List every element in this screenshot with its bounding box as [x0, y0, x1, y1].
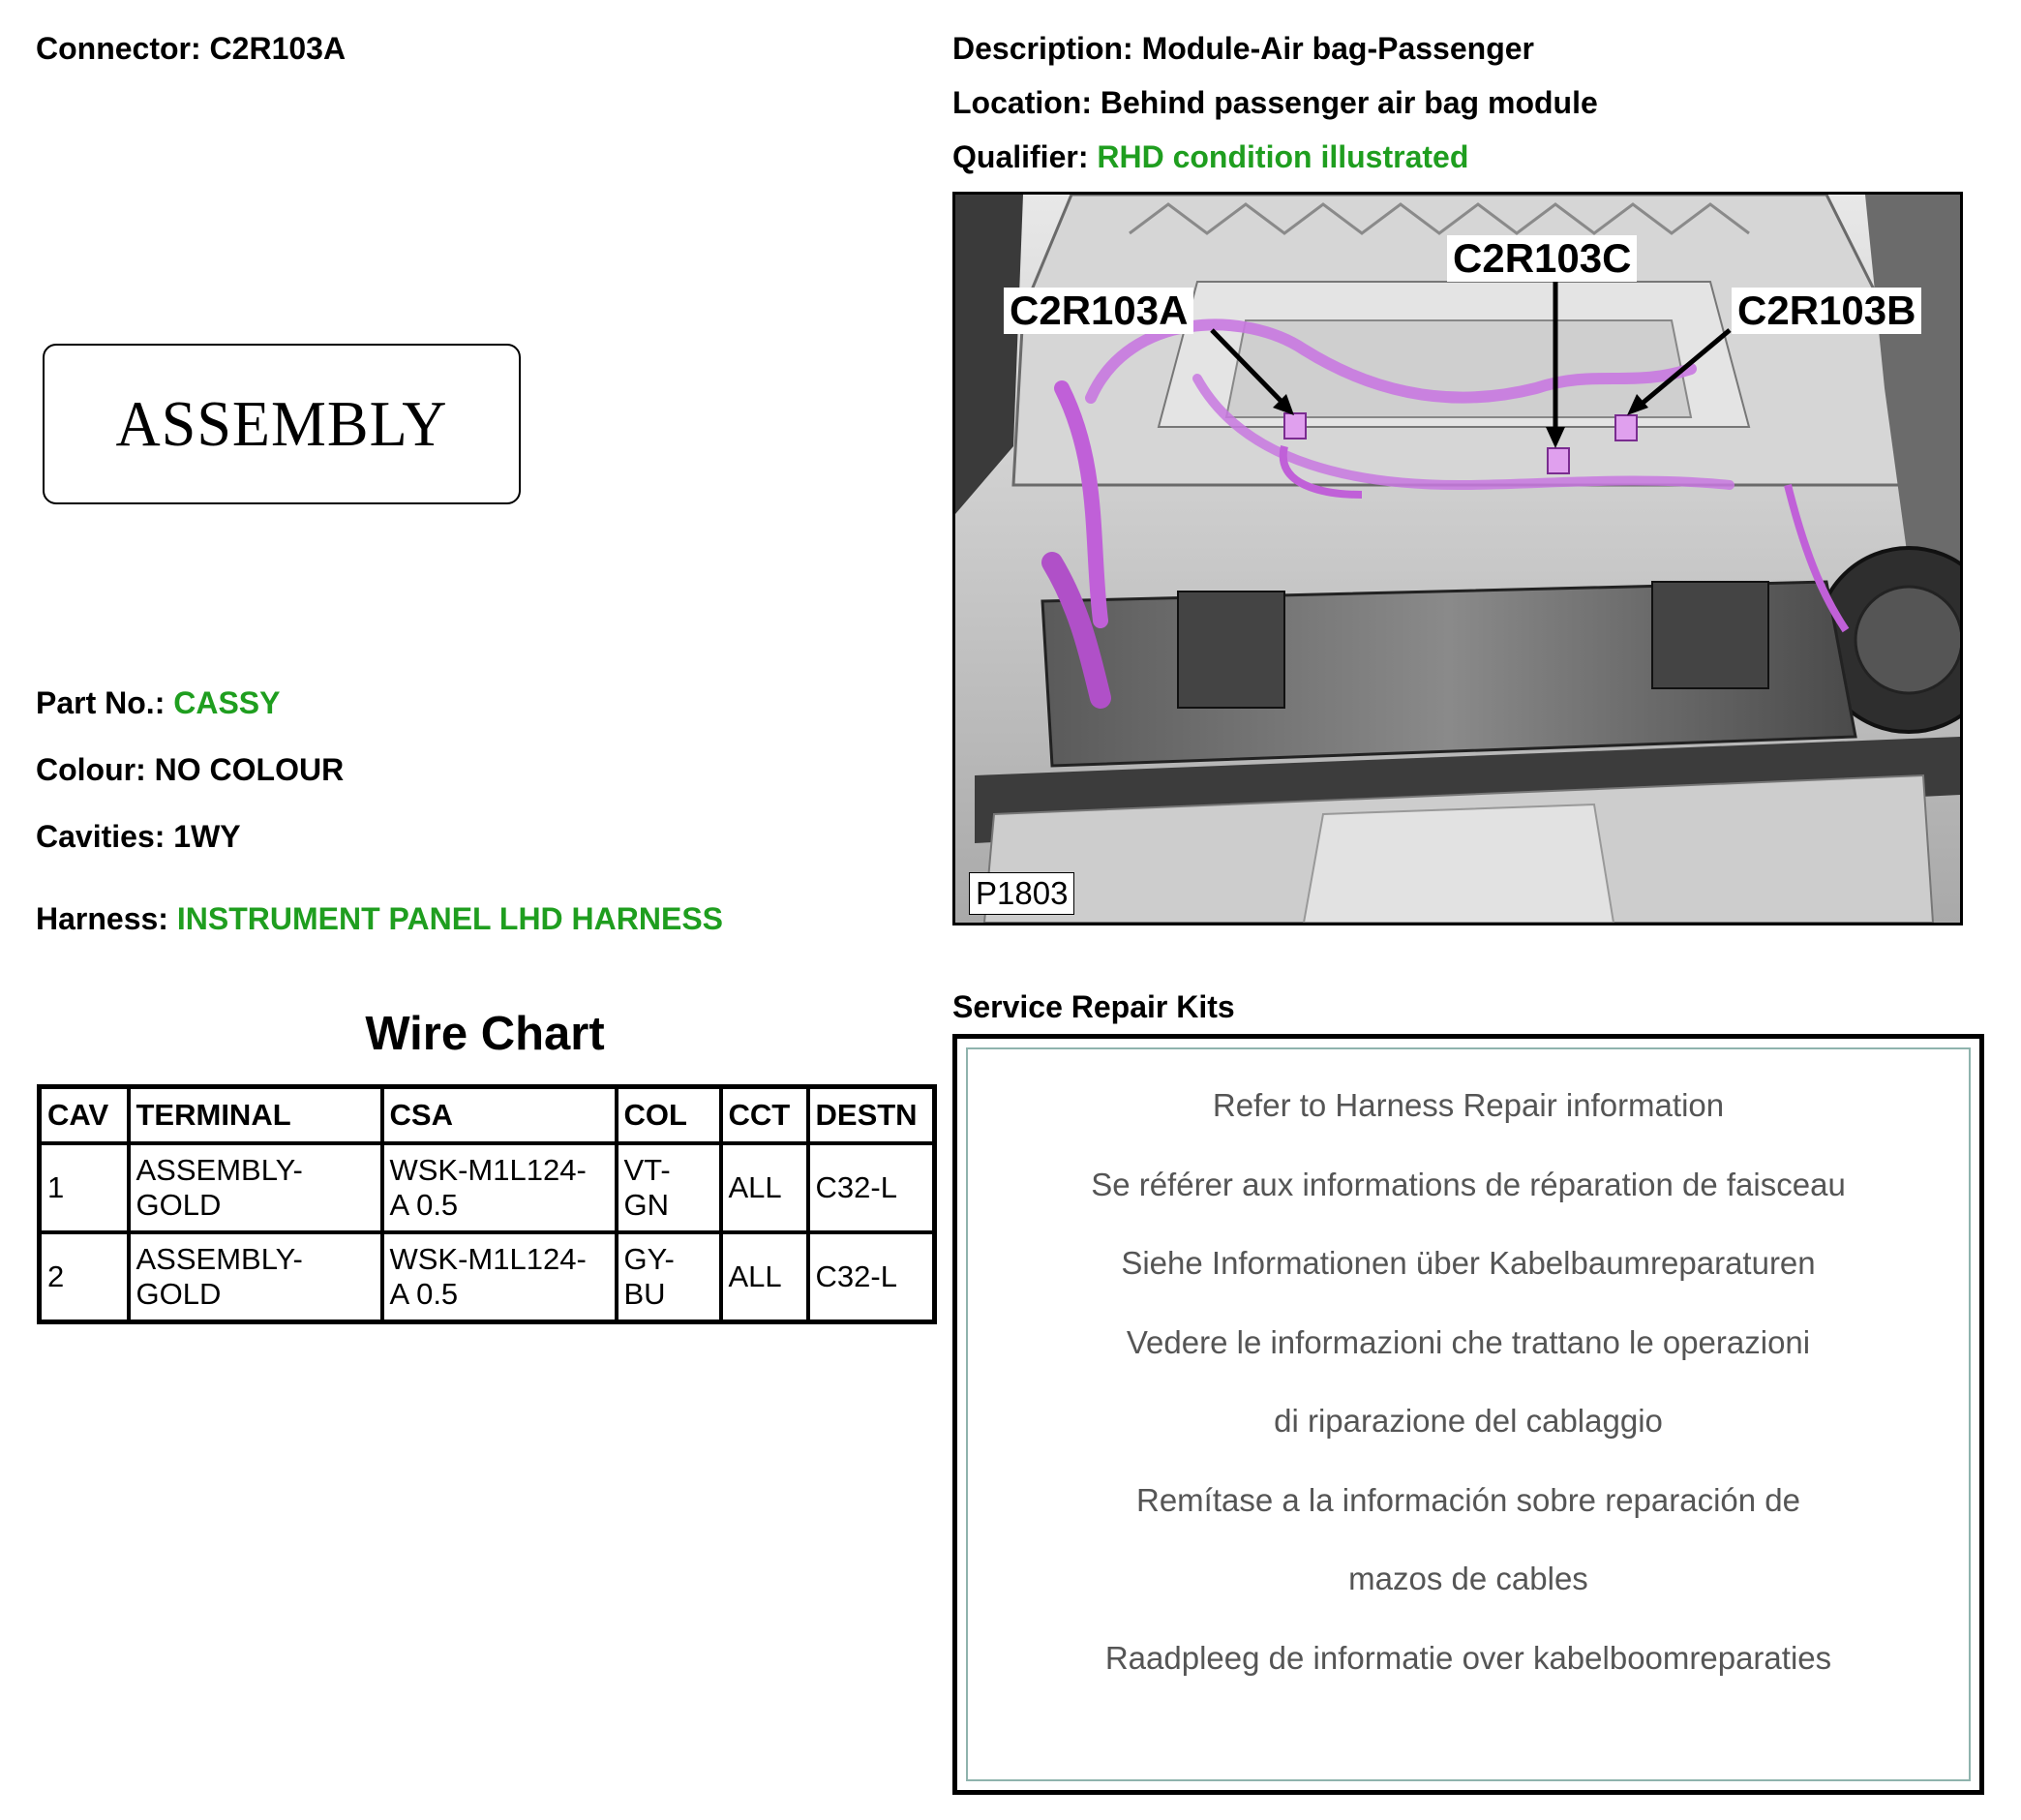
wire-chart-table	[37, 1084, 937, 1324]
colour-value: NO COLOUR	[154, 752, 345, 787]
service-repair-kits-inner	[966, 1047, 1971, 1781]
header-cct: CCT	[721, 1087, 808, 1144]
header-destn: DESTN	[808, 1087, 935, 1144]
callout-c2r103c: C2R103C	[1447, 235, 1637, 282]
location-photo	[952, 192, 1963, 925]
wire-chart-title: Wire Chart	[365, 1008, 605, 1060]
location-field	[952, 85, 1598, 121]
cell-csa-line2: A 0.5	[389, 1277, 459, 1311]
colour-label: Colour:	[36, 752, 146, 787]
cell-csa-line1: WSK-M1L124-	[389, 1153, 587, 1187]
srk-line-spanish-2: mazos de cables	[1348, 1561, 1588, 1596]
srk-line-english: Refer to Harness Repair information	[1212, 1087, 1725, 1123]
cell-col-line2: BU	[623, 1277, 666, 1311]
cell-cct: ALL	[721, 1143, 808, 1232]
cell-col	[617, 1232, 721, 1322]
srk-line-italian-2: di riparazione del cablaggio	[1274, 1403, 1663, 1439]
cell-cav: 1	[40, 1143, 129, 1232]
cell-terminal	[129, 1232, 382, 1322]
qualifier-label: Qualifier:	[952, 139, 1089, 174]
connector-field	[36, 31, 346, 67]
srk-line-german: Siehe Informationen über Kabelbaumreparaturen	[1121, 1245, 1816, 1281]
connector-label: Connector:	[36, 31, 201, 66]
service-repair-kits-box	[952, 1034, 1984, 1795]
description-label: Description:	[952, 31, 1133, 66]
callout-c2r103a: C2R103A	[1004, 288, 1193, 334]
cavities-value: 1WY	[173, 819, 241, 854]
cell-csa-line2: A 0.5	[389, 1188, 459, 1222]
table-row	[40, 1232, 935, 1322]
header-terminal: TERMINAL	[129, 1087, 382, 1144]
service-repair-kits-title: Service Repair Kits	[952, 989, 1235, 1024]
harness-label: Harness:	[36, 901, 168, 936]
header-col: COL	[617, 1087, 721, 1144]
wire-chart-header-row	[40, 1087, 935, 1144]
cell-destn: C32-L	[808, 1143, 935, 1232]
qualifier-field	[952, 139, 1468, 175]
callout-c2r103b: C2R103B	[1732, 288, 1921, 334]
header-cav: CAV	[40, 1087, 129, 1144]
location-label: Location:	[952, 85, 1092, 120]
description-value: Module-Air bag-Passenger	[1141, 31, 1534, 66]
part-no-value: CASSY	[173, 685, 281, 720]
cell-csa	[382, 1232, 617, 1322]
srk-line-spanish-1: Remítase a la información sobre reparación de	[1135, 1481, 1801, 1518]
cell-col	[617, 1143, 721, 1232]
srk-line-italian-1: Vedere le informazioni che trattano le operazioni	[1126, 1323, 1811, 1360]
cell-terminal-line2: GOLD	[136, 1277, 222, 1311]
cell-col-line2: GN	[623, 1188, 669, 1222]
cell-terminal-line2: GOLD	[136, 1188, 222, 1222]
location-value: Behind passenger air bag module	[1100, 85, 1598, 120]
cell-cct: ALL	[721, 1232, 808, 1322]
srk-line-french: Se référer aux informations de réparation de faisceau	[1091, 1166, 1846, 1202]
srk-line-dutch: Raadpleeg de informatie over kabelboomreparaties	[1104, 1639, 1832, 1676]
cell-destn: C32-L	[808, 1232, 935, 1322]
cavities-label: Cavities:	[36, 819, 166, 854]
cavities-field	[36, 819, 241, 855]
connector-face-diagram	[43, 344, 521, 504]
part-no-field	[36, 685, 280, 721]
cell-csa	[382, 1143, 617, 1232]
cell-csa-line1: WSK-M1L124-	[389, 1242, 587, 1276]
cell-cav: 2	[40, 1232, 129, 1322]
description-field	[952, 31, 1534, 67]
header-csa: CSA	[382, 1087, 617, 1144]
qualifier-value: RHD condition illustrated	[1097, 139, 1469, 174]
cell-terminal-line1: ASSEMBLY-	[136, 1242, 303, 1276]
connector-face-text: ASSEMBLY	[115, 387, 448, 460]
harness-value: INSTRUMENT PANEL LHD HARNESS	[176, 901, 724, 936]
connector-value: C2R103A	[209, 31, 347, 66]
picture-number: P1803	[969, 872, 1074, 915]
cell-col-line1: GY-	[623, 1242, 675, 1276]
table-row	[40, 1143, 935, 1232]
cell-terminal	[129, 1143, 382, 1232]
harness-field	[36, 901, 723, 937]
cell-col-line1: VT-	[623, 1153, 671, 1187]
part-no-label: Part No.:	[36, 685, 166, 720]
colour-field	[36, 752, 344, 788]
cell-terminal-line1: ASSEMBLY-	[136, 1153, 303, 1187]
